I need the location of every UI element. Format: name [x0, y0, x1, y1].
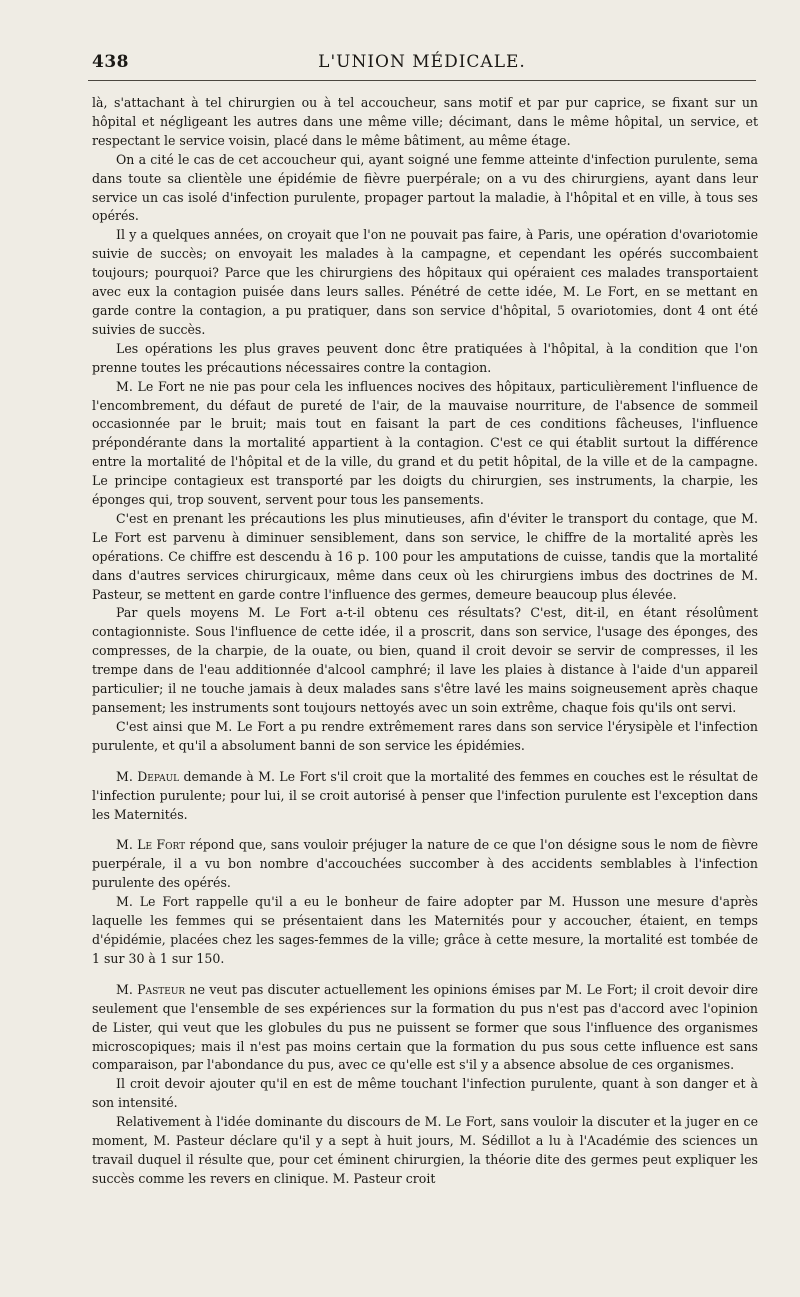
paragraph: On a cité le cas de cet accoucheur qui, ayant soigné une femme atteinte d'infection purulente, sema dans toute sa clientèle une épidémie de fièvre puerpérale; on a vu des chirurgiens, ayant dans leur service un cas isolé d'infection purulente, propager partout la maladie, à l'hôpital et en ville, à tous ses opérés. — [92, 151, 758, 224]
article-body — [92, 94, 758, 1189]
paragraph: Relativement à l'idée dominante du discours de M. Le Fort, sans vouloir la discuter et la juger en ce moment, M. Pasteur déclare qu'il y a sept à huit jours, M. Sédillot a lu à l'Académie des sciences un travail duquel il résulte que, pour cet éminent chirurgien, la théorie dite des germes peut expliquer les succès comme les revers en clinique. M. Pasteur croit — [92, 1114, 758, 1186]
paragraph: M. Depaul demande à M. Le Fort s'il croit que la mortalité des femmes en couches est le résultat de l'infection purulente; pour lui, il se croit autorisé à penser que l'infection purulente est l'exception dans les Maternités. — [92, 768, 758, 822]
speaker-name: M. Le Fort — [116, 837, 186, 853]
paragraph: Par quels moyens M. Le Fort a-t-il obtenu ces résultats? C'est, dit-il, en étant résolûment contagionniste. Sous l'influence de cette idée, il a proscrit, dans son service, l'usage des éponges, des compresses, de la charpie, de la ouate, ou bien, quand il croit devoir se servir de compresses, il les trempe dans de l'eau additionnée d'alcool camphré; il lave les plaies à distance à l'aide d'un appareil particulier; il ne touche jamais à deux malades sans s'être lavé les mains soigneusement après chaque pansement; les instruments sont toujours nettoyés avec un soin extrême, chaque fois qu'ils ont servi. — [92, 605, 758, 715]
paragraph: M. Le Fort ne nie pas pour cela les influences nocives des hôpitaux, particulièrement l'influence de l'encombrement, du défaut de pureté de l'air, de la mauvaise nourriture, de l'absence de sommeil occasionnée par le bruit; mais tout en faisant la part de ces conditions fâcheuses, l'influence prépondérante dans la mortalité appartient à la contagion. C'est ce qui établit surtout la différence entre la mortalité de l'hôpital et de la ville, du grand et du petit hôpital, de la ville et de la campagne. Le principe contagieux est transporté par les doigts du chirurgien, ses instruments, la charpie, les éponges qui, trop souvent, servent pour tous les pansements. — [92, 378, 758, 508]
speaker-name: M. Depaul — [116, 768, 180, 784]
page-number: 438 — [92, 52, 129, 72]
paragraph: là, s'attachant à tel chirurgien ou à tel accoucheur, sans motif et par pur caprice, se fixant sur un hôpital et négligeant les autres dans une même ville; décimant, dans le même hôpital, un service, et respectant le service voisin, placé dans le même bâtiment, au même étage. — [92, 95, 758, 148]
paragraph: M. Le Fort rappelle qu'il a eu le bonheur de faire adopter par M. Husson une mesure d'après laquelle les femmes qui se présentaient dans les Maternités pour y accoucher, étaient, en temps d'épidémie, placées chez les sages-femmes de la ville; grâce à cette mesure, la mortalité est tombée de 1 sur 30 à 1 sur 150. — [92, 894, 758, 966]
header-rule — [88, 80, 756, 81]
page-header — [88, 52, 756, 82]
paragraph: C'est en prenant les précautions les plus minutieuses, afin d'éviter le transport du contage, que M. Le Fort est parvenu à diminuer sensiblement, dans son service, le chiffre de la mortalité après les opérations. Ce chiffre est descendu à 16 p. 100 pour les amputations de cuisse, tandis que la mortalité dans d'autres services chirurgicaux, même dans ceux où les chirurgiens imbus des doctrines de M. Pasteur, se mettent en garde contre l'influence des germes, demeure beaucoup plus élevée. — [92, 510, 758, 602]
paragraph: C'est ainsi que M. Le Fort a pu rendre extrêmement rares dans son service l'érysipèle et l'infection purulente, et qu'il a absolument banni de son service les épidémies. — [92, 718, 758, 753]
journal-title: L'UNION MÉDICALE. — [318, 52, 526, 72]
paragraph: Il y a quelques années, on croyait que l'on ne pouvait pas faire, à Paris, une opération d'ovariotomie suivie de succès; on envoyait les malades à la campagne, et cependant les opérés succombaient toujours; pourquoi? Parce que les chirurgiens des hôpitaux qui opéraient ces malades transportaient avec eux la contagion puisée dans leurs salles. Pénétré de cette idée, M. Le Fort, en se mettant en garde contre la contagion, a pu pratiquer, dans son service d'hôpital, 5 ovariotomies, dont 4 ont été suivies de succès. — [92, 227, 758, 337]
paragraph: M. Le Fort répond que, sans vouloir préjuger la nature de ce que l'on désigne sous le nom de fièvre puerpérale, il a vu bon nombre d'accouchées succomber à des accidents semblables à l'infection purulente des opérés. — [92, 837, 758, 891]
speaker-name: M. Pasteur — [116, 981, 186, 997]
paragraph: Les opérations les plus graves peuvent donc être pratiquées à l'hôpital, à la condition que l'on prenne toutes les précautions nécessaires contre la contagion. — [92, 340, 758, 375]
paragraph: M. Pasteur ne veut pas discuter actuellement les opinions émises par M. Le Fort; il croit devoir dire seulement que l'ensemble de ses expériences sur la formation du pus n'est pas d'accord avec l'opinion de Lister, qui veut que les globules du pus ne puissent se former que sous l'influence des organismes microscopiques; mais il n'est pas moins certain que la formation du pus sous cette influence est sans comparaison, par l'abondance du pus, avec ce qu'elle est s'il y a absence absolue de ces organismes. — [92, 981, 759, 1073]
paragraph: Il croit devoir ajouter qu'il en est de même touchant l'infection purulente, quant à son danger et à son intensité. — [92, 1076, 758, 1111]
